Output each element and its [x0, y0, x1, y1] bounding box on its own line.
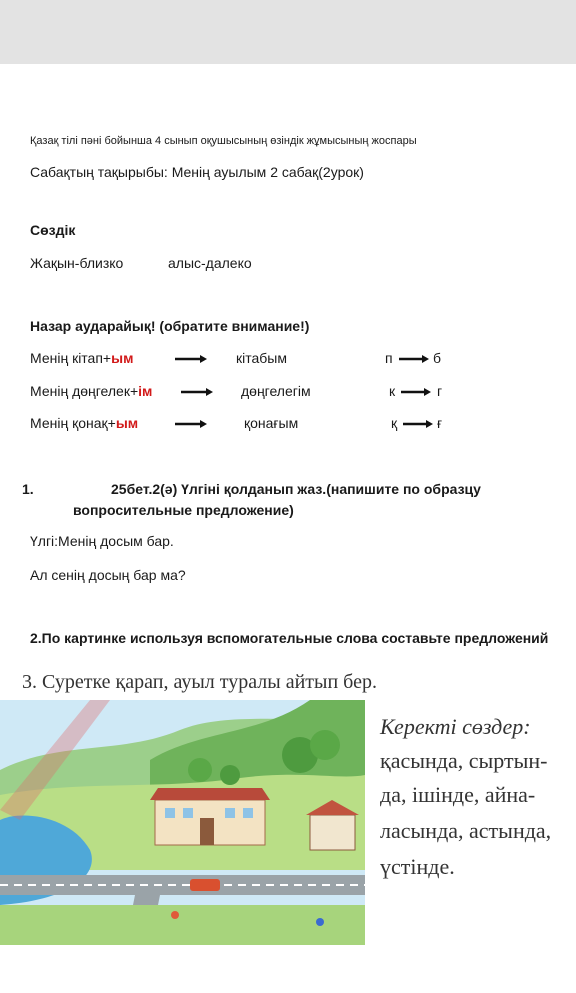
- arrow-icon: [399, 354, 429, 364]
- attention-row-2-suffix: ім: [138, 383, 153, 399]
- vocab-word-1: Жақын-близко: [30, 255, 124, 271]
- arrow-icon: [401, 387, 431, 397]
- lesson-topic: Сабақтың тақырыбы: Менің ауылым 2 сабақ(2урок): [30, 164, 364, 180]
- attention-heading: Назар аударайық! (обратите внимание!): [30, 318, 310, 334]
- task-1-line-1: 25бет.2(ә) Үлгіні қолданып жаз.(напишите по образцу: [111, 481, 481, 497]
- book-helper-line-2: да, ішінде, айна-: [380, 782, 536, 807]
- vocab-heading: Сөздік: [30, 222, 76, 238]
- book-helper-title: Керекті сөздер:: [380, 714, 531, 739]
- attention-row-1-base: Менің кітап+: [30, 350, 112, 366]
- village-illustration: [0, 700, 365, 945]
- attention-row-3-result: қонағым: [244, 415, 299, 431]
- task-1-example-1: Үлгі:Менің досым бар.: [30, 533, 174, 549]
- book-helper-line-3: ласында, астында,: [380, 818, 552, 843]
- attention-row-2-word: [30, 383, 152, 399]
- vocab-word-2: алыс-далеко: [168, 255, 252, 271]
- arrow-icon: [403, 419, 433, 429]
- book-helper-line-1: қасында, сыртын-: [380, 748, 548, 773]
- attention-row-1-suffix: ым: [111, 350, 134, 366]
- book-heading: 3. Суретке қарап, ауыл туралы айтып бер.: [22, 671, 377, 693]
- attention-row-1-to: б: [433, 350, 442, 366]
- attention-row-2-to: г: [437, 383, 443, 399]
- attention-row-2-base: Менің дөңгелек+: [30, 383, 139, 399]
- attention-row-3-suffix: ым: [115, 415, 139, 431]
- task-2-instruction: 2.По картинке используя вспомогательные слова составьте предложений: [30, 630, 549, 646]
- attention-row-1-from: п: [385, 350, 393, 366]
- arrow-icon: [181, 387, 213, 397]
- task-1-example-2: Ал сенің досың бар ма?: [30, 567, 186, 583]
- task-1-number: 1.: [22, 481, 34, 497]
- task-1-line-2: вопросительные предложение): [73, 502, 294, 518]
- arrow-icon: [175, 354, 207, 364]
- attention-row-3-to: ғ: [437, 415, 443, 431]
- attention-row-3-base: Менің қонақ+: [30, 415, 116, 431]
- attention-row-2-from: к: [389, 383, 396, 399]
- attention-row-1-result: кітабым: [236, 350, 287, 366]
- arrow-icon: [175, 419, 207, 429]
- attention-row-3-from: қ: [391, 415, 398, 431]
- book-helper-line-4: үстінде.: [380, 854, 455, 879]
- top-gray-bar: [0, 0, 576, 64]
- document-subtitle: Қазақ тілі пәні бойынша 4 сынып оқушысының өзіндік жұмысының жоспары: [30, 135, 417, 147]
- attention-row-2-result: дөңгелегім: [241, 383, 311, 399]
- attention-row-3-word: [30, 415, 138, 431]
- attention-row-1-word: [30, 350, 133, 366]
